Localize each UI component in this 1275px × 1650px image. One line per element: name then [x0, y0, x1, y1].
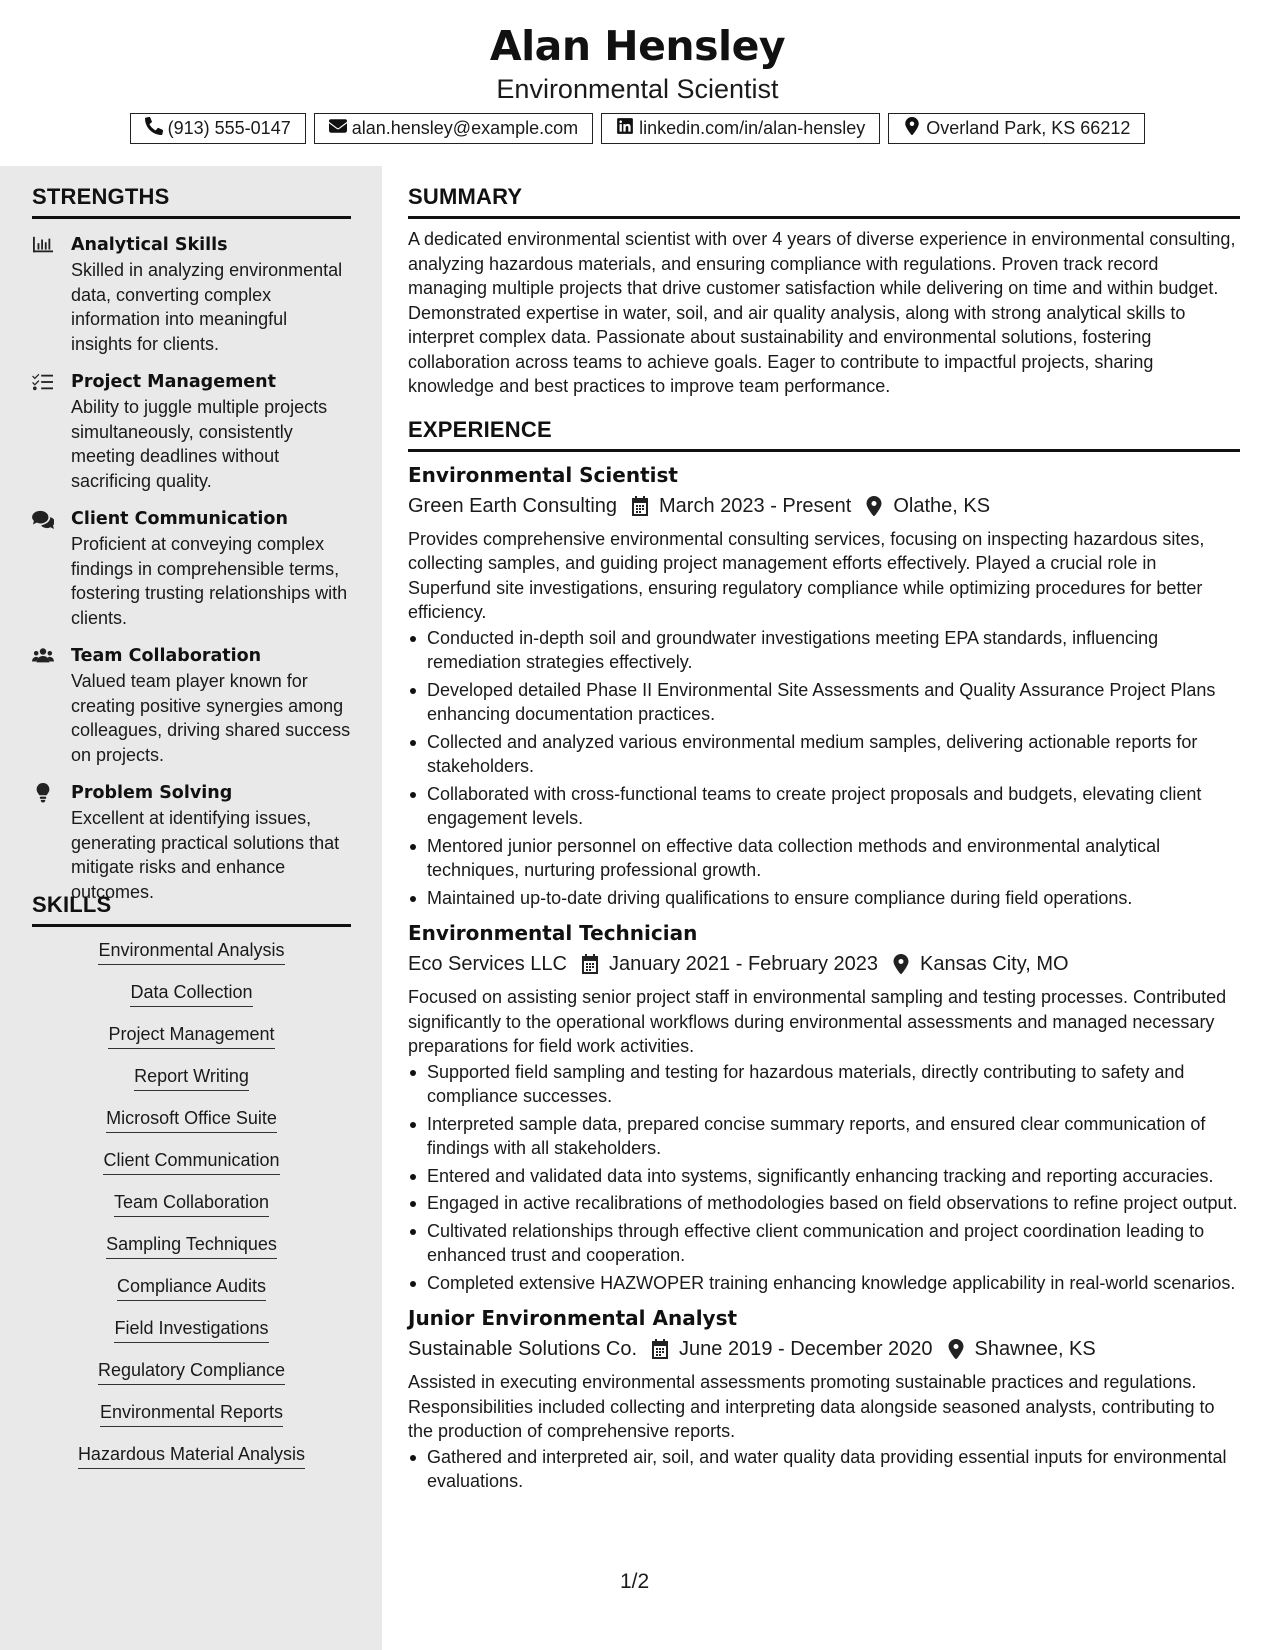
job-bullet: Collaborated with cross-functional teams to create project proposals and budgets, elevating client engagement levels. [408, 782, 1240, 831]
job-entry [408, 1303, 1240, 1494]
company-name: Green Earth Consulting [408, 494, 618, 517]
strength-item [32, 370, 351, 493]
contact-email-text: alan.hensley@example.com [351, 118, 579, 138]
strength-item [32, 507, 351, 630]
job-bullets [408, 1445, 1240, 1494]
job-bullet: Mentored junior personnel on effective data collection methods and environmental analytical techniques, nurturing professional growth. [408, 834, 1240, 883]
skill-tag: Client Communication [103, 1149, 279, 1175]
strength-desc: Excellent at identifying issues, generating practical solutions that mitigate risks and enhance outcomes. [71, 808, 340, 902]
calendar-icon [631, 496, 649, 516]
sidebar [0, 166, 382, 1650]
job-bullet: Entered and validated data into systems, significantly enhancing tracking and reporting accuracies. [408, 1164, 1240, 1189]
skill-tag: Compliance Audits [117, 1275, 266, 1301]
job-location: Shawnee, KS [974, 1338, 1096, 1360]
strength-title: Problem Solving [71, 783, 233, 803]
job-description: Focused on assisting senior project staff in environmental sampling and testing processes. Contributed significantly to the operational workflows during environmental assessments and managed necessary preparations for field work activities. [408, 987, 1227, 1056]
map-pin-icon [903, 117, 921, 140]
skill-tag: Report Writing [134, 1065, 249, 1091]
job-bullet: Collected and analyzed various environmental medium samples, delivering actionable reports for stakeholders. [408, 730, 1240, 779]
job-bullet: Maintained up-to-date driving qualifications to ensure compliance during field operations. [408, 886, 1240, 911]
job-bullet: Completed extensive HAZWOPER training enhancing knowledge applicability in real-world scenarios. [408, 1271, 1240, 1296]
job-title: Environmental Scientist [408, 462, 678, 487]
job-location: Kansas City, MO [920, 953, 1069, 975]
experience-heading: EXPERIENCE [408, 417, 1240, 452]
job-bullet: Supported field sampling and testing for hazardous materials, directly contributing to safety and compliance successes. [408, 1060, 1240, 1109]
skill-tag: Field Investigations [114, 1317, 268, 1343]
summary-text: A dedicated environmental scientist with over 4 years of diverse experience in environmental consulting, analyzing hazardous materials, and ensuring compliance with regulations. Proven track record managing multiple projects that drive customer satisfaction while delivering on time and within budget. Demonstrated expertise in water, soil, and air quality analysis, along with strong analytical skills to interpret complex data. Passionate about sustainability and environmental solutions, fostering collaboration across teams to achieve goals. Eager to contribute to impactful projects, sharing knowledge and best practices to improve team performance. [408, 229, 1236, 396]
skill-tag: Microsoft Office Suite [106, 1107, 277, 1133]
strength-title: Team Collaboration [71, 646, 262, 666]
summary-heading: SUMMARY [408, 184, 1240, 219]
skill-tag: Data Collection [130, 981, 252, 1007]
strength-item [32, 781, 351, 904]
envelope-icon [329, 117, 347, 140]
job-dates: January 2021 - February 2023 [608, 953, 879, 975]
job-bullets [408, 1060, 1240, 1296]
candidate-name: Alan Hensley [489, 22, 786, 70]
skills-section [32, 892, 351, 1485]
contact-email[interactable] [314, 113, 593, 144]
job-bullet: Gathered and interpreted air, soil, and water quality data providing essential inputs for environmental evaluations. [408, 1445, 1240, 1494]
strength-title: Project Management [71, 372, 276, 392]
candidate-title: Environmental Scientist [496, 74, 779, 104]
strength-title: Client Communication [71, 509, 288, 529]
job-meta [408, 948, 1240, 980]
skill-tag: Sampling Techniques [106, 1233, 277, 1259]
contact-bar [0, 113, 1275, 144]
skill-tag: Environmental Reports [100, 1401, 283, 1427]
strength-item [32, 644, 351, 767]
strengths-heading: STRENGTHS [32, 184, 351, 219]
strength-title: Analytical Skills [71, 235, 228, 255]
skill-tag: Team Collaboration [114, 1191, 269, 1217]
main-content [408, 166, 1240, 1497]
strength-desc: Skilled in analyzing environmental data, converting complex information into meaningful insights for clients. [71, 260, 343, 354]
page-number: 1/2 [620, 1570, 650, 1593]
linkedin-icon [616, 117, 634, 140]
resume-header [0, 0, 1275, 166]
contact-linkedin-text: linkedin.com/in/alan-hensley [639, 118, 866, 138]
map-pin-icon [865, 496, 883, 516]
job-bullets [408, 626, 1240, 911]
job-meta [408, 490, 1240, 522]
contact-phone[interactable] [130, 113, 306, 144]
company-name: Eco Services LLC [408, 953, 567, 975]
team-icon [32, 646, 54, 666]
job-bullet: Developed detailed Phase II Environmental Site Assessments and Quality Assurance Project Plans enhancing documentation practices. [408, 678, 1240, 727]
job-description: Assisted in executing environmental assessments promoting sustainable practices and regulations. Responsibilities included collecting and interpreting data alongside seasoned analysts, contributing to the production of comprehensive reports. [408, 1372, 1215, 1441]
bar-chart-icon [32, 235, 54, 255]
skills-heading: SKILLS [32, 892, 351, 927]
skill-tag: Environmental Analysis [98, 939, 284, 965]
calendar-icon [581, 954, 599, 974]
contact-location[interactable] [888, 113, 1145, 144]
lightbulb-icon [32, 783, 54, 803]
task-list-icon [32, 372, 54, 392]
job-bullet: Engaged in active recalibrations of methodologies based on field observations to refine project output. [408, 1191, 1240, 1216]
skill-tag: Regulatory Compliance [98, 1359, 285, 1385]
job-meta [408, 1333, 1240, 1365]
chat-bubbles-icon [32, 509, 54, 529]
job-bullet: Interpreted sample data, prepared concise summary reports, and ensured clear communication of findings with all stakeholders. [408, 1112, 1240, 1161]
job-bullet: Cultivated relationships through effective client communication and project coordination leading to enhanced trust and cooperation. [408, 1219, 1240, 1268]
company-name: Sustainable Solutions Co. [408, 1338, 638, 1360]
strengths-section [32, 184, 351, 904]
job-location: Olathe, KS [893, 494, 991, 517]
contact-location-text: Overland Park, KS 66212 [926, 118, 1131, 138]
strength-desc: Valued team player known for creating positive synergies among colleagues, driving shared success on projects. [71, 671, 351, 765]
map-pin-icon [892, 954, 910, 974]
job-entry [408, 918, 1240, 1295]
job-bullet: Conducted in-depth soil and groundwater investigations meeting EPA standards, influencing remediation strategies effectively. [408, 626, 1240, 675]
contact-phone-text: (913) 555-0147 [167, 118, 291, 138]
strength-desc: Proficient at conveying complex findings in comprehensible terms, fostering trusting relationships with clients. [71, 534, 348, 628]
phone-icon [145, 117, 163, 140]
job-entry [408, 460, 1240, 911]
contact-linkedin[interactable] [601, 113, 880, 144]
strength-item [32, 233, 351, 356]
job-title: Environmental Technician [408, 921, 698, 945]
skill-tag: Hazardous Material Analysis [78, 1443, 305, 1469]
job-dates: June 2019 - December 2020 [679, 1338, 933, 1360]
map-pin-icon [947, 1339, 965, 1359]
calendar-icon [651, 1339, 669, 1359]
skills-list [32, 939, 351, 1485]
skill-tag: Project Management [108, 1023, 274, 1049]
job-title: Junior Environmental Analyst [408, 1306, 738, 1330]
job-description: Provides comprehensive environmental consulting services, focusing on inspecting hazardous sites, collecting samples, and guiding project management efforts effectively. Played a crucial role in Superfund site investigations, ensuring regulatory compliance while optimizing procedures for better efficiency. [408, 528, 1205, 622]
job-dates: March 2023 - Present [659, 494, 852, 517]
strength-desc: Ability to juggle multiple projects simultaneously, consistently meeting deadlines without sacrificing quality. [71, 397, 328, 491]
